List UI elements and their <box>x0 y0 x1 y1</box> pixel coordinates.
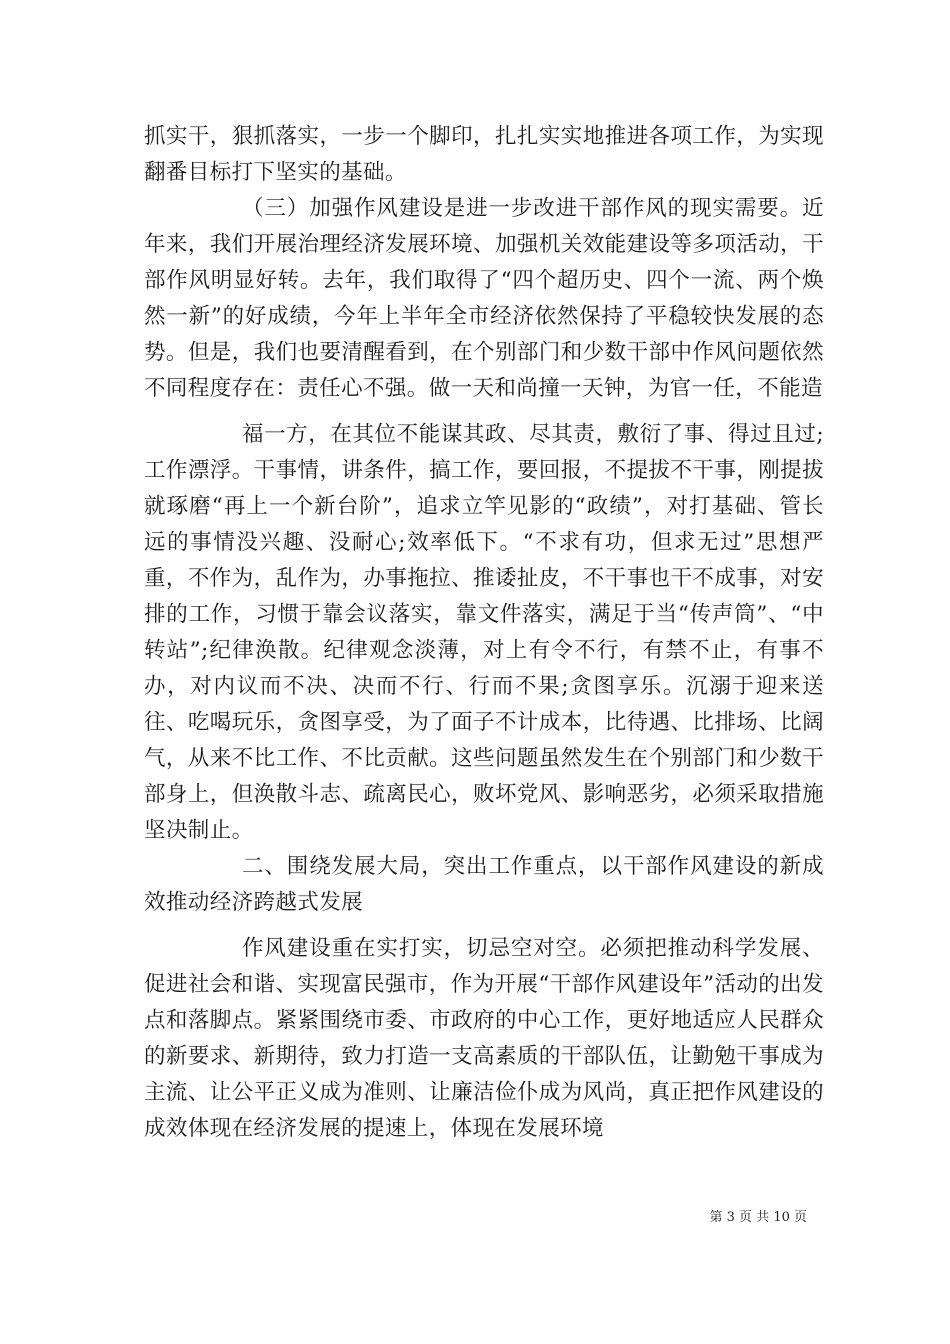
paragraph-style-building: 作风建设重在实打实，切忌空对空。必须把推动科学发展、促进社会和谐、实现富民强市，作为开展“干部作风建设年”活动的出发点和落脚点。紧紧围绕市委、市政府的中心工作，更好地适应人民群众的新要求、新期待，致力打造一支高素质的干部队伍，让勤勉干事成为主流、让公平正义成为准则、让廉洁俭仆成为风尚，真正把作风建设的成效体现在经济发展的提速上，体现在发展环境 <box>144 936 824 1141</box>
paragraph-section-three: （三）加强作风建设是进一步改进干部作风的现实需要。近年来，我们开展治理经济发展环境、加强机关效能建设等多项活动，干部作风明显好转。去年，我们取得了“四个超历史、四个一流、两个焕然一新”的好成绩，今年上半年全市经济依然保持了平稳较快发展的态势。但是，我们也要清醒看到，在个别部门和少数干部中作风问题依然不同程度存在：责任心不强。做一天和尚撞一天钟，为官一任，不能造 <box>144 196 824 401</box>
section-heading-two: 二、围绕发展大局，突出工作重点，以干部作风建设的新成效推动经济跨越式发展 <box>144 854 824 915</box>
paragraph-problems: 福一方，在其位不能谋其政、尽其责，敷衍了事、得过且过;工作漂浮。干事情，讲条件，搞工作，要回报，不提拔不干事，刚提拔就琢磨“再上一个新台阶”，追求立竿见影的“政绩”，对打基础、管长远的事情没兴趣、没耐心;效率低下。“不求有功，但求无过”思想严重，不作为，乱作为，办事拖拉、推诿扯皮，不干事也干不成事，对安排的工作，习惯于靠会议落实，靠文件落实，满足于当“传声筒”、“中转站”;纪律涣散。纪律观念淡薄，对上有令不行，有禁不止，有事不办，对内议而不决、决而不行、行而不果;贪图享乐。沉溺于迎来送往、吃喝玩乐，贪图享受，为了面子不计成本，比待遇、比排场、比阔气，从来不比工作、不比贡献。这些问题虽然发生在个别部门和少数干部身上，但涣散斗志、疏离民心，败坏党风、影响恶劣，必须采取措施坚决制止。 <box>144 422 824 843</box>
page-number-footer: 第 3 页 共 10 页 <box>709 1210 807 1225</box>
document-body <box>144 119 824 1147</box>
paragraph-continuation: 抓实干，狠抓落实，一步一个脚印，扎扎实实地推进各项工作，为实现翻番目标打下坚实的基础。 <box>144 124 824 185</box>
